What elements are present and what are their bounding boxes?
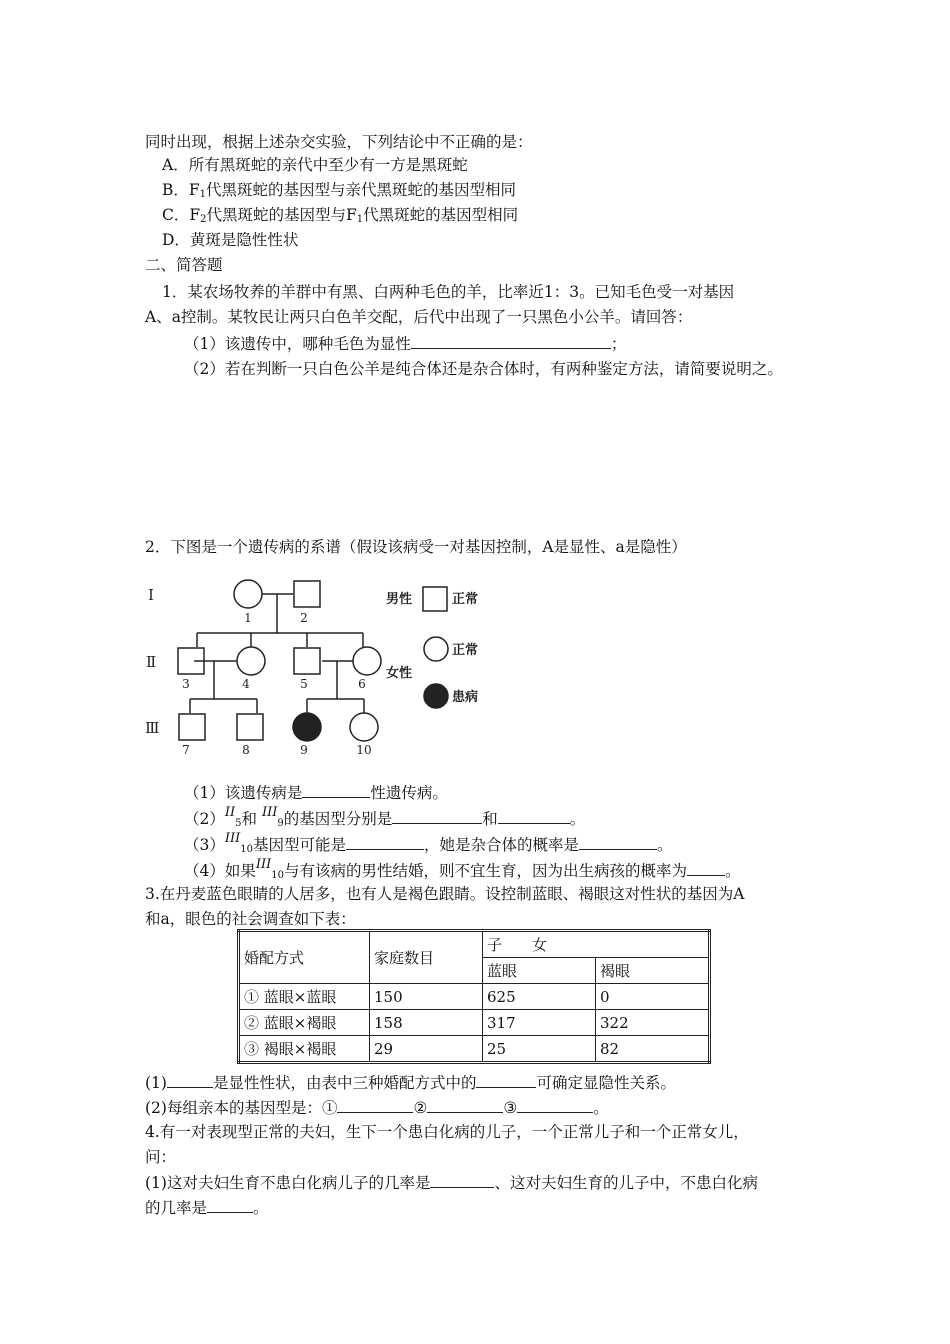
table-row: [239, 1010, 710, 1036]
q2-sub3: $(3)^{III}_{10}$基因型可能是 ，她是杂合体的概率是 。: [184, 831, 673, 855]
answer-blank[interactable]: [476, 1072, 536, 1088]
cell-families: 150: [370, 984, 483, 1010]
ind-3: 3: [182, 677, 190, 691]
question-intro-line: 同时出现，根据上述杂交实验，下列结论中不正确的是：: [145, 133, 533, 151]
option-d: D．黄斑是隐性性状: [162, 231, 299, 249]
answer-blank[interactable]: [579, 834, 657, 850]
q4-line2: 问：: [145, 1148, 177, 1166]
legend-normal-female: 正常: [452, 643, 479, 658]
ind-10: 10: [356, 743, 372, 757]
table-row: [239, 1036, 710, 1063]
ind-6: 6: [358, 677, 366, 691]
legend-normal-male: 正常: [452, 592, 479, 607]
cell-blue: 25: [483, 1036, 596, 1063]
q3-line2: 和a，眼色的社会调查如下表：: [145, 910, 356, 928]
cell-blue: 625: [483, 984, 596, 1010]
ind-7: 7: [182, 743, 190, 757]
ind-2: 2: [300, 611, 308, 625]
q3-sub1: (1) 是显性性状，由表中三种婚配方式中的 可确定显隐性关系。: [145, 1074, 676, 1092]
gen-label-3: Ⅲ: [145, 719, 160, 737]
q1-sub1: （1）该遗传中，哪种毛色为显性 ；: [184, 335, 627, 353]
ind-1: 1: [244, 611, 252, 625]
option-c: C．$F_2$代黑斑蛇的基因型与$F_1$代黑斑蛇的基因型相同: [162, 206, 519, 225]
cell-mating: ② 蓝眼×褐眼: [239, 1010, 370, 1036]
header-mating: 婚配方式: [239, 931, 370, 984]
option-a: A．所有黑斑蛇的亲代中至少有一方是黑斑蛇: [162, 156, 468, 174]
header-children: 子 女: [483, 931, 710, 958]
header-families: 家庭数目: [370, 931, 483, 984]
legend-affected-symbol: [424, 684, 448, 708]
cell-blue: 317: [483, 1010, 596, 1036]
answer-blank[interactable]: [517, 1097, 593, 1113]
q4-line1: 4.有一对表现型正常的夫妇，生下一个患白化病的儿子，一个正常儿子和一个正常女儿，: [145, 1123, 749, 1141]
section-heading: 二、简答题: [145, 256, 223, 274]
cell-families: 158: [370, 1010, 483, 1036]
answer-blank[interactable]: [337, 1097, 413, 1113]
q3-line1: 3.在丹麦蓝色眼睛的人居多，也有人是褐色跟睛。设控制蓝眼、褐眼这对性状的基因为A: [145, 885, 745, 903]
q1-line2: A、a控制。某牧民让两只白色羊交配，后代中出现了一只黑色小公羊。请回答：: [145, 308, 693, 326]
header-blue: 蓝眼: [483, 958, 596, 984]
cell-brown: 82: [596, 1036, 710, 1063]
answer-blank[interactable]: [687, 860, 725, 876]
ind-8: 8: [242, 743, 250, 757]
answer-blank[interactable]: [411, 333, 611, 349]
pedigree-chart: [140, 570, 500, 770]
legend-female: 女性: [386, 666, 413, 681]
q4-sub1-cont: 的几率是 。: [145, 1199, 269, 1217]
gen-label-2: Ⅱ: [146, 653, 157, 671]
q2-sub4: （4）如果$^{III}_{10}$与有该病的男性结婚，则不宜生育，因为出生病孩的概率为 。: [184, 857, 741, 881]
q2-sub2: $(2)^{II}_5$和 $^{III}_9$的基因型分别是 和 。: [184, 805, 586, 829]
cell-brown: 0: [596, 984, 710, 1010]
cell-families: 29: [370, 1036, 483, 1063]
q1-sub2: （2）若在判断一只白色公羊是纯合体还是杂合体时，有两种鉴定方法，请简要说明之。: [184, 360, 783, 378]
answer-blank[interactable]: [167, 1072, 213, 1088]
ind-4: 4: [242, 677, 250, 691]
answer-blank[interactable]: [430, 1172, 494, 1188]
answer-blank[interactable]: [346, 834, 424, 850]
cell-mating: ① 蓝眼×蓝眼: [239, 984, 370, 1010]
option-b: B．$F_1$代黑斑蛇的基因型与亲代黑斑蛇的基因型相同: [162, 181, 517, 200]
ind-9: 9: [300, 743, 308, 757]
eye-color-table: [237, 929, 711, 1064]
q3-sub2: (2)每组亲本的基因型是：① ② ③ 。: [145, 1099, 609, 1117]
q1-line1: 1．某农场牧养的羊群中有黑、白两种毛色的羊，比率近1：3。已知毛色受一对基因: [162, 283, 735, 301]
answer-blank[interactable]: [207, 1197, 253, 1213]
ind-5: 5: [300, 677, 308, 691]
gen-label-1: I: [148, 586, 154, 604]
legend-male: 男性: [386, 592, 413, 607]
answer-blank[interactable]: [302, 782, 370, 798]
cell-brown: 322: [596, 1010, 710, 1036]
answer-blank[interactable]: [427, 1097, 503, 1113]
q2-sub1: （1）该遗传病是 性遗传病。: [184, 784, 448, 802]
q4-sub1: (1)这对夫妇生育不患白化病儿子的几率是 、这对夫妇生育的儿子中，不患白化病: [145, 1174, 758, 1192]
table-row: [239, 984, 710, 1010]
legend-affected: 患病: [452, 690, 479, 705]
cell-mating: ③ 褐眼×褐眼: [239, 1036, 370, 1063]
q2-stem: 2．下图是一个遗传病的系谱（假设该病受一对基因控制，A是显性、a是隐性）: [145, 538, 687, 556]
header-brown: 褐眼: [596, 958, 710, 984]
affected-individual-9: [293, 713, 321, 741]
answer-blank[interactable]: [392, 808, 482, 824]
answer-blank[interactable]: [498, 808, 570, 824]
